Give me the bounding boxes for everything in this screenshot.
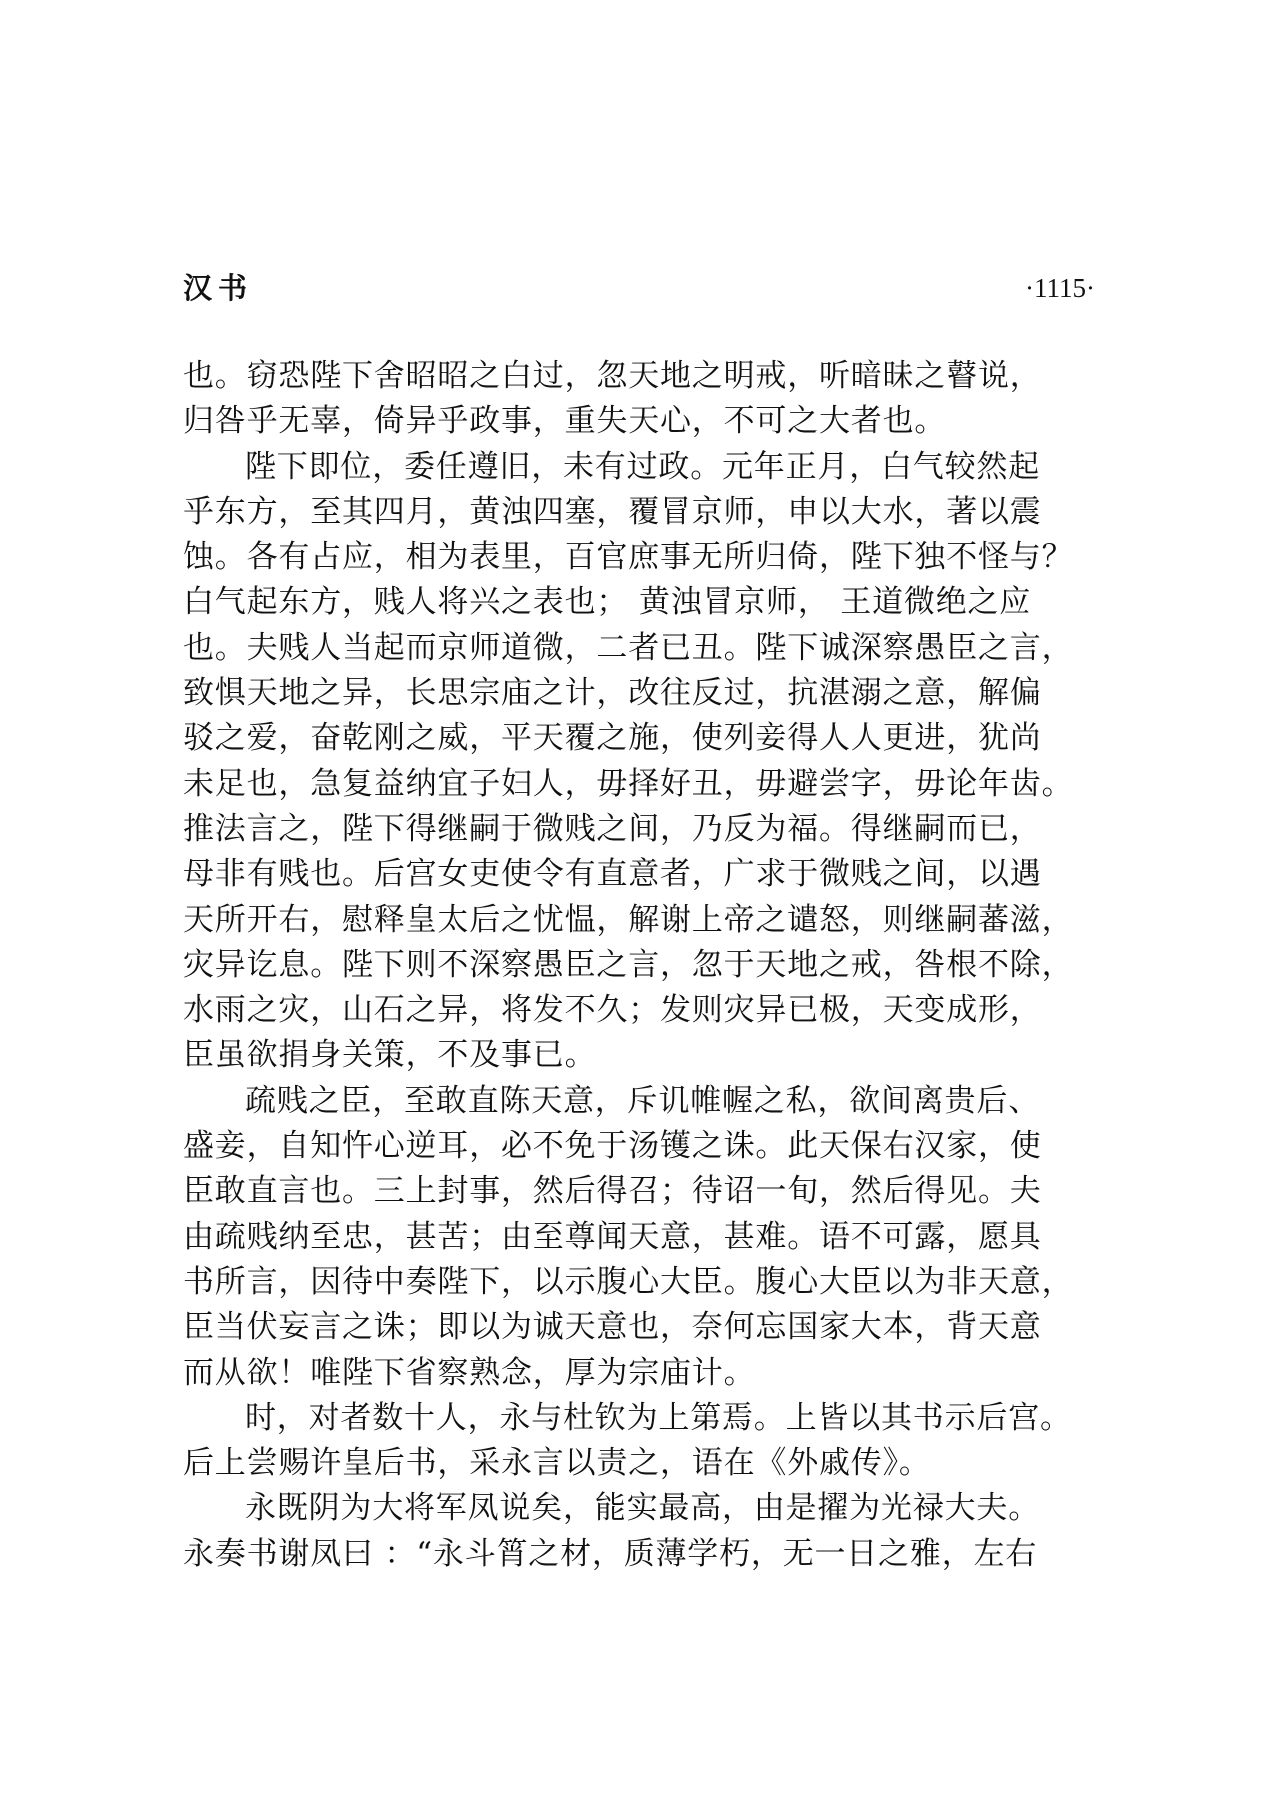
text-line: 归咎乎无辜，倚异乎政事，重失天心，不可之大者也。 (183, 403, 947, 440)
page-header (183, 268, 1095, 308)
text-line: 而从欲！唯陛下省察熟念，厚为宗庙计。 (183, 1354, 756, 1391)
text-line: 永奏书谢凤曰 ：“永斗筲之材，质薄学朽，无一日之雅，左右 (183, 1535, 1038, 1572)
text-line: 时，对者数十人，永与杜钦为上第焉。上皆以其书示后宫。 (245, 1399, 1072, 1436)
text-line: 也。夫贱人当起而京师道微，二者已丑。陛下诚深察愚臣之言， (183, 629, 1074, 666)
text-line: 天所开右，慰释皇太后之忧愠，解谢上帝之谴怒，则继嗣蕃滋， (183, 901, 1074, 938)
body-text (183, 354, 1095, 1577)
text-line: 灾异讫息。陛下则不深察愚臣之言，忽于天地之戒，咎根不除， (183, 946, 1074, 983)
text-line: 后上尝赐许皇后书，采永言以责之，语在《外戚传》。 (183, 1445, 931, 1482)
text-line: 盛妾，自知忤心逆耳，必不免于汤镬之诛。此天保右汉家，使 (183, 1128, 1042, 1165)
text-line: 白气起东方，贱人将兴之表也； 黄浊冒京师， 王道微绝之应 (183, 584, 1032, 621)
text-line: 臣当伏妄言之诛；即以为诚天意也，奈何忘国家大本，背天意 (183, 1309, 1042, 1346)
text-line: 致惧天地之异，长思宗庙之计，改往反过，抗湛溺之意，解偏 (183, 675, 1042, 712)
page-number: ·1115· (1025, 273, 1095, 303)
text-line: 驳之爱，奋乾刚之威，平天覆之施，使列妾得人人更进，犹尚 (183, 720, 1042, 757)
text-line: 推法言之，陛下得继嗣于微贱之间，乃反为福。得继嗣而已， (183, 810, 1042, 847)
text-line: 书所言，因待中奏陛下，以示腹心大臣。腹心大臣以为非天意， (183, 1263, 1074, 1300)
text-line: 疏贱之臣，至敢直陈天意，斥讥帷幄之私，欲间离贵后、 (245, 1082, 1040, 1119)
text-line: 陛下即位，委任遵旧，未有过政。元年正月，白气较然起 (245, 448, 1040, 485)
text-line: 永既阴为大将军凤说矣，能实最高，由是擢为光禄大夫。 (245, 1490, 1040, 1527)
text-line: 未足也，急复益纳宜子妇人，毋择好丑，毋避尝字，毋论年齿。 (183, 765, 1074, 802)
text-line: 乎东方，至其四月，黄浊四塞，覆冒京师，申以大水，著以震 (183, 493, 1042, 530)
text-line: 由疏贱纳至忠，甚苦；由至尊闻天意，甚难。语不可露，愿具 (183, 1218, 1042, 1255)
text-line: 母非有贱也。后宫女吏使令有直意者，广求于微贱之间，以遇 (183, 856, 1042, 893)
text-line: 臣虽欲捐身关策，不及事已。 (183, 1037, 597, 1074)
text-line: 也。窃恐陛下舍昭昭之白过，忽天地之明戒，听暗昧之瞽说， (183, 358, 1042, 394)
text-line: 水雨之灾，山石之异，将发不久；发则灾异已极，天变成形， (183, 992, 1042, 1029)
book-title: 汉书 (183, 271, 254, 305)
text-line: 臣敢直言也。三上封事，然后得召；待诏一旬，然后得见。夫 (183, 1173, 1042, 1210)
text-line: 蚀。各有占应，相为表里，百官庶事无所归倚，陛下独不怪与？ (183, 539, 1074, 576)
